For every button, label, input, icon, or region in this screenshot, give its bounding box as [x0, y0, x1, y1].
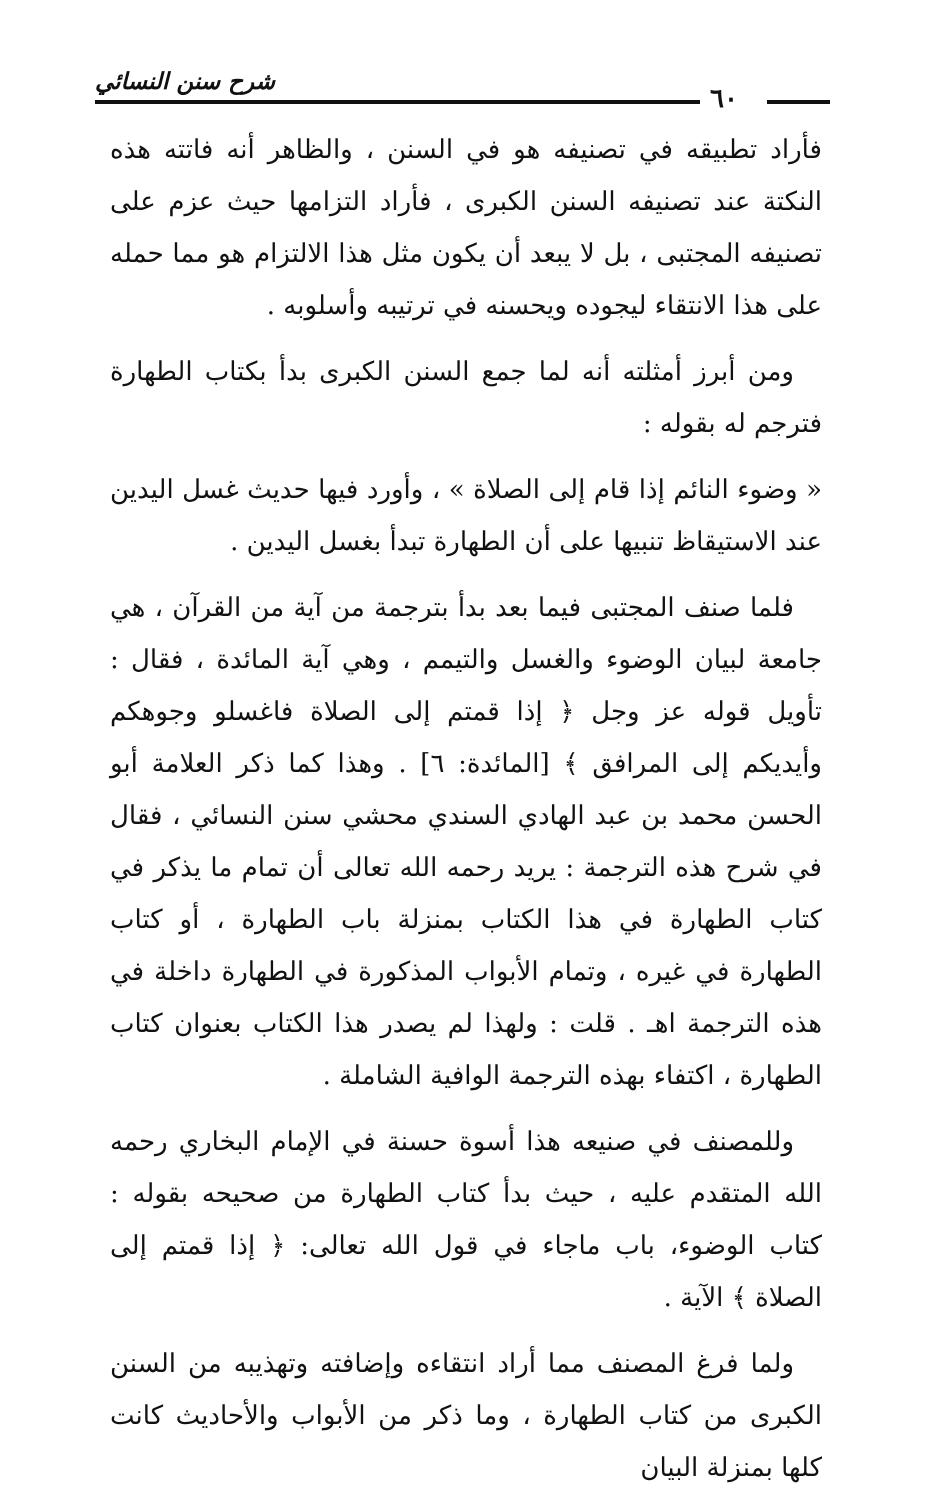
paragraph-2: ومن أبرز أمثلته أنه لما جمع السنن الكبرى بدأ بكتاب الطهارة فترجم له بقوله :: [110, 357, 822, 439]
page-header: [95, 58, 830, 114]
paragraph-3: « وضوء النائم إذا قام إلى الصلاة » ، وأورد فيها حديث غسل اليدين عند الاستيقاظ تنبيها على أن الطهارة تبدأ بغسل اليدين .: [110, 475, 822, 557]
paragraph-4: فلما صنف المجتبى فيما بعد بدأ بترجمة من آية من القرآن ، هي جامعة لبيان الوضوء والغسل والتيمم ، وهي آية المائدة ، فقال : تأويل قوله عز وجل ﴿ إذا قمتم إلى الصلاة فاغسلو وجوهكم وأيديكم إلى المرافق ﴾ [المائدة: ٦] . وهذا كما ذكر العلامة أبو الحسن محمد بن عبد الهادي السندي محشي سنن النسائي ، فقال في شرح هذه الترجمة : يريد رحمه الله تعالى أن تمام ما يذكر في كتاب الطهارة في هذا الكتاب بمنزلة باب الطهارة ، أو كتاب الطهارة في غيره ، وتمام الأبواب المذكورة في الطهارة داخلة في هذه الترجمة اهـ . قلت : ولهذا لم يصدر هذا الكتاب بعنوان كتاب الطهارة ، اكتفاء بهذه الترجمة الوافية الشاملة .: [110, 593, 822, 1091]
header-rule-short: [767, 100, 830, 104]
paragraph-6: ولما فرغ المصنف مما أراد انتقاءه وإضافته وتهذيبه من السنن الكبرى من كتاب الطهارة ، وما ذكر من الأبواب والأحاديث كانت كلها بمنزلة البيان: [110, 1349, 822, 1483]
page-number: ٦٠: [710, 84, 738, 114]
paragraph-1: فأراد تطبيقه في تصنيفه هو في السنن ، والظاهر أنه فاتته هذه النكتة عند تصنيفه السنن الكبرى ، فأراد التزامها حيث عزم على تصنيفه المجتبى ، بل لا يبعد أن يكون مثل هذا الالتزام هو مما حمله على هذا الانتقاء ليجوده ويحسنه في ترتيبه وأسلوبه .: [110, 135, 822, 321]
header-rule: [95, 100, 700, 104]
paragraph-5: وللمصنف في صنيعه هذا أسوة حسنة في الإمام البخاري رحمه الله المتقدم عليه ، حيث بدأ كتاب الطهارة من صحيحه بقوله : كتاب الوضوء، باب ماجاء في قول الله تعالى: ﴿ إذا قمتم إلى الصلاة ﴾ الآية .: [110, 1127, 822, 1313]
running-title: شرح سنن النسائي: [95, 68, 275, 95]
body-text: [110, 124, 822, 1508]
